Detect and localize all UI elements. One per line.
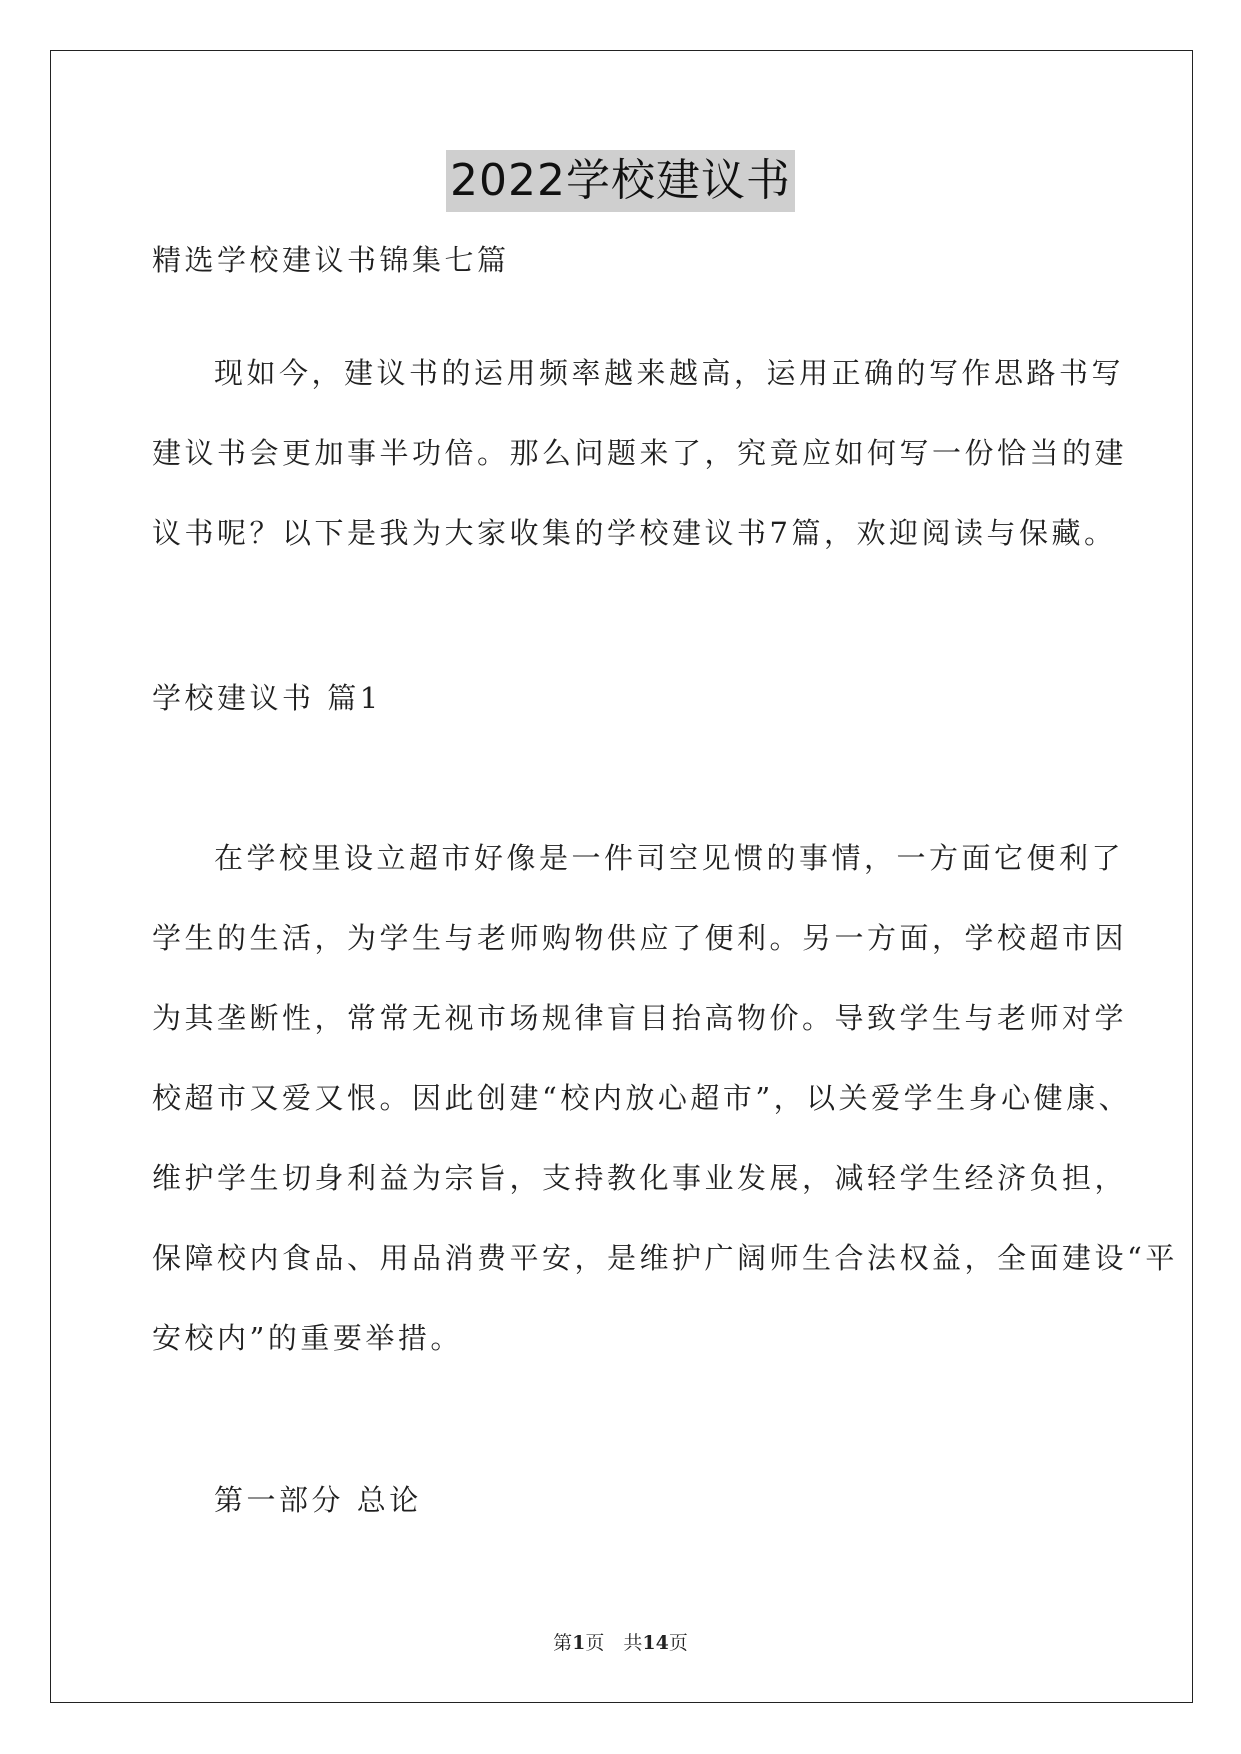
footer-page-suffix: 页 [668,1632,688,1654]
body-line-3: 为其垄断性，常常无视市场规律盲目抬高物价。导致学生与老师对学 [152,1001,1128,1035]
body-line-5: 维护学生切身利益为宗旨，支持教化事业发展，减轻学生经济负担， [152,1161,1128,1195]
body-line-6: 保障校内食品、用品消费平安，是维护广阔师生合法权益，全面建设“平 [152,1241,1178,1275]
page-footer [0,1628,1241,1655]
intro-line-3: 议书呢？以下是我为大家收集的学校建议书7篇，欢迎阅读与保藏。 [152,516,1117,550]
document-title: 2022学校建议书 [446,150,795,212]
intro-line-2: 建议书会更加事半功倍。那么问题来了，究竟应如何写一份恰当的建 [152,436,1128,470]
body-line-2: 学生的生活，为学生与老师购物供应了便利。另一方面，学校超市因 [152,921,1128,955]
footer-page-number: 1 [572,1632,586,1654]
footer-total-pages: 14 [642,1632,669,1654]
footer-page-mid: 页 共 [585,1632,643,1654]
body-line-7: 安校内”的重要举措。 [152,1321,463,1355]
body-line-1: 在学校里设立超市好像是一件司空见惯的事情，一方面它便利了 [214,841,1125,875]
subtitle: 精选学校建议书锦集七篇 [152,243,510,277]
section-heading: 学校建议书 篇1 [152,681,382,715]
title-container [0,150,1241,212]
intro-line-1: 现如今，建议书的运用频率越来越高，运用正确的写作思路书写 [214,356,1125,390]
footer-page-prefix: 第 [553,1632,573,1654]
part-heading: 第一部分 总论 [214,1483,422,1517]
body-line-4: 校超市又爱又恨。因此创建“校内放心超市”，以关爱学生身心健康、 [152,1081,1132,1115]
